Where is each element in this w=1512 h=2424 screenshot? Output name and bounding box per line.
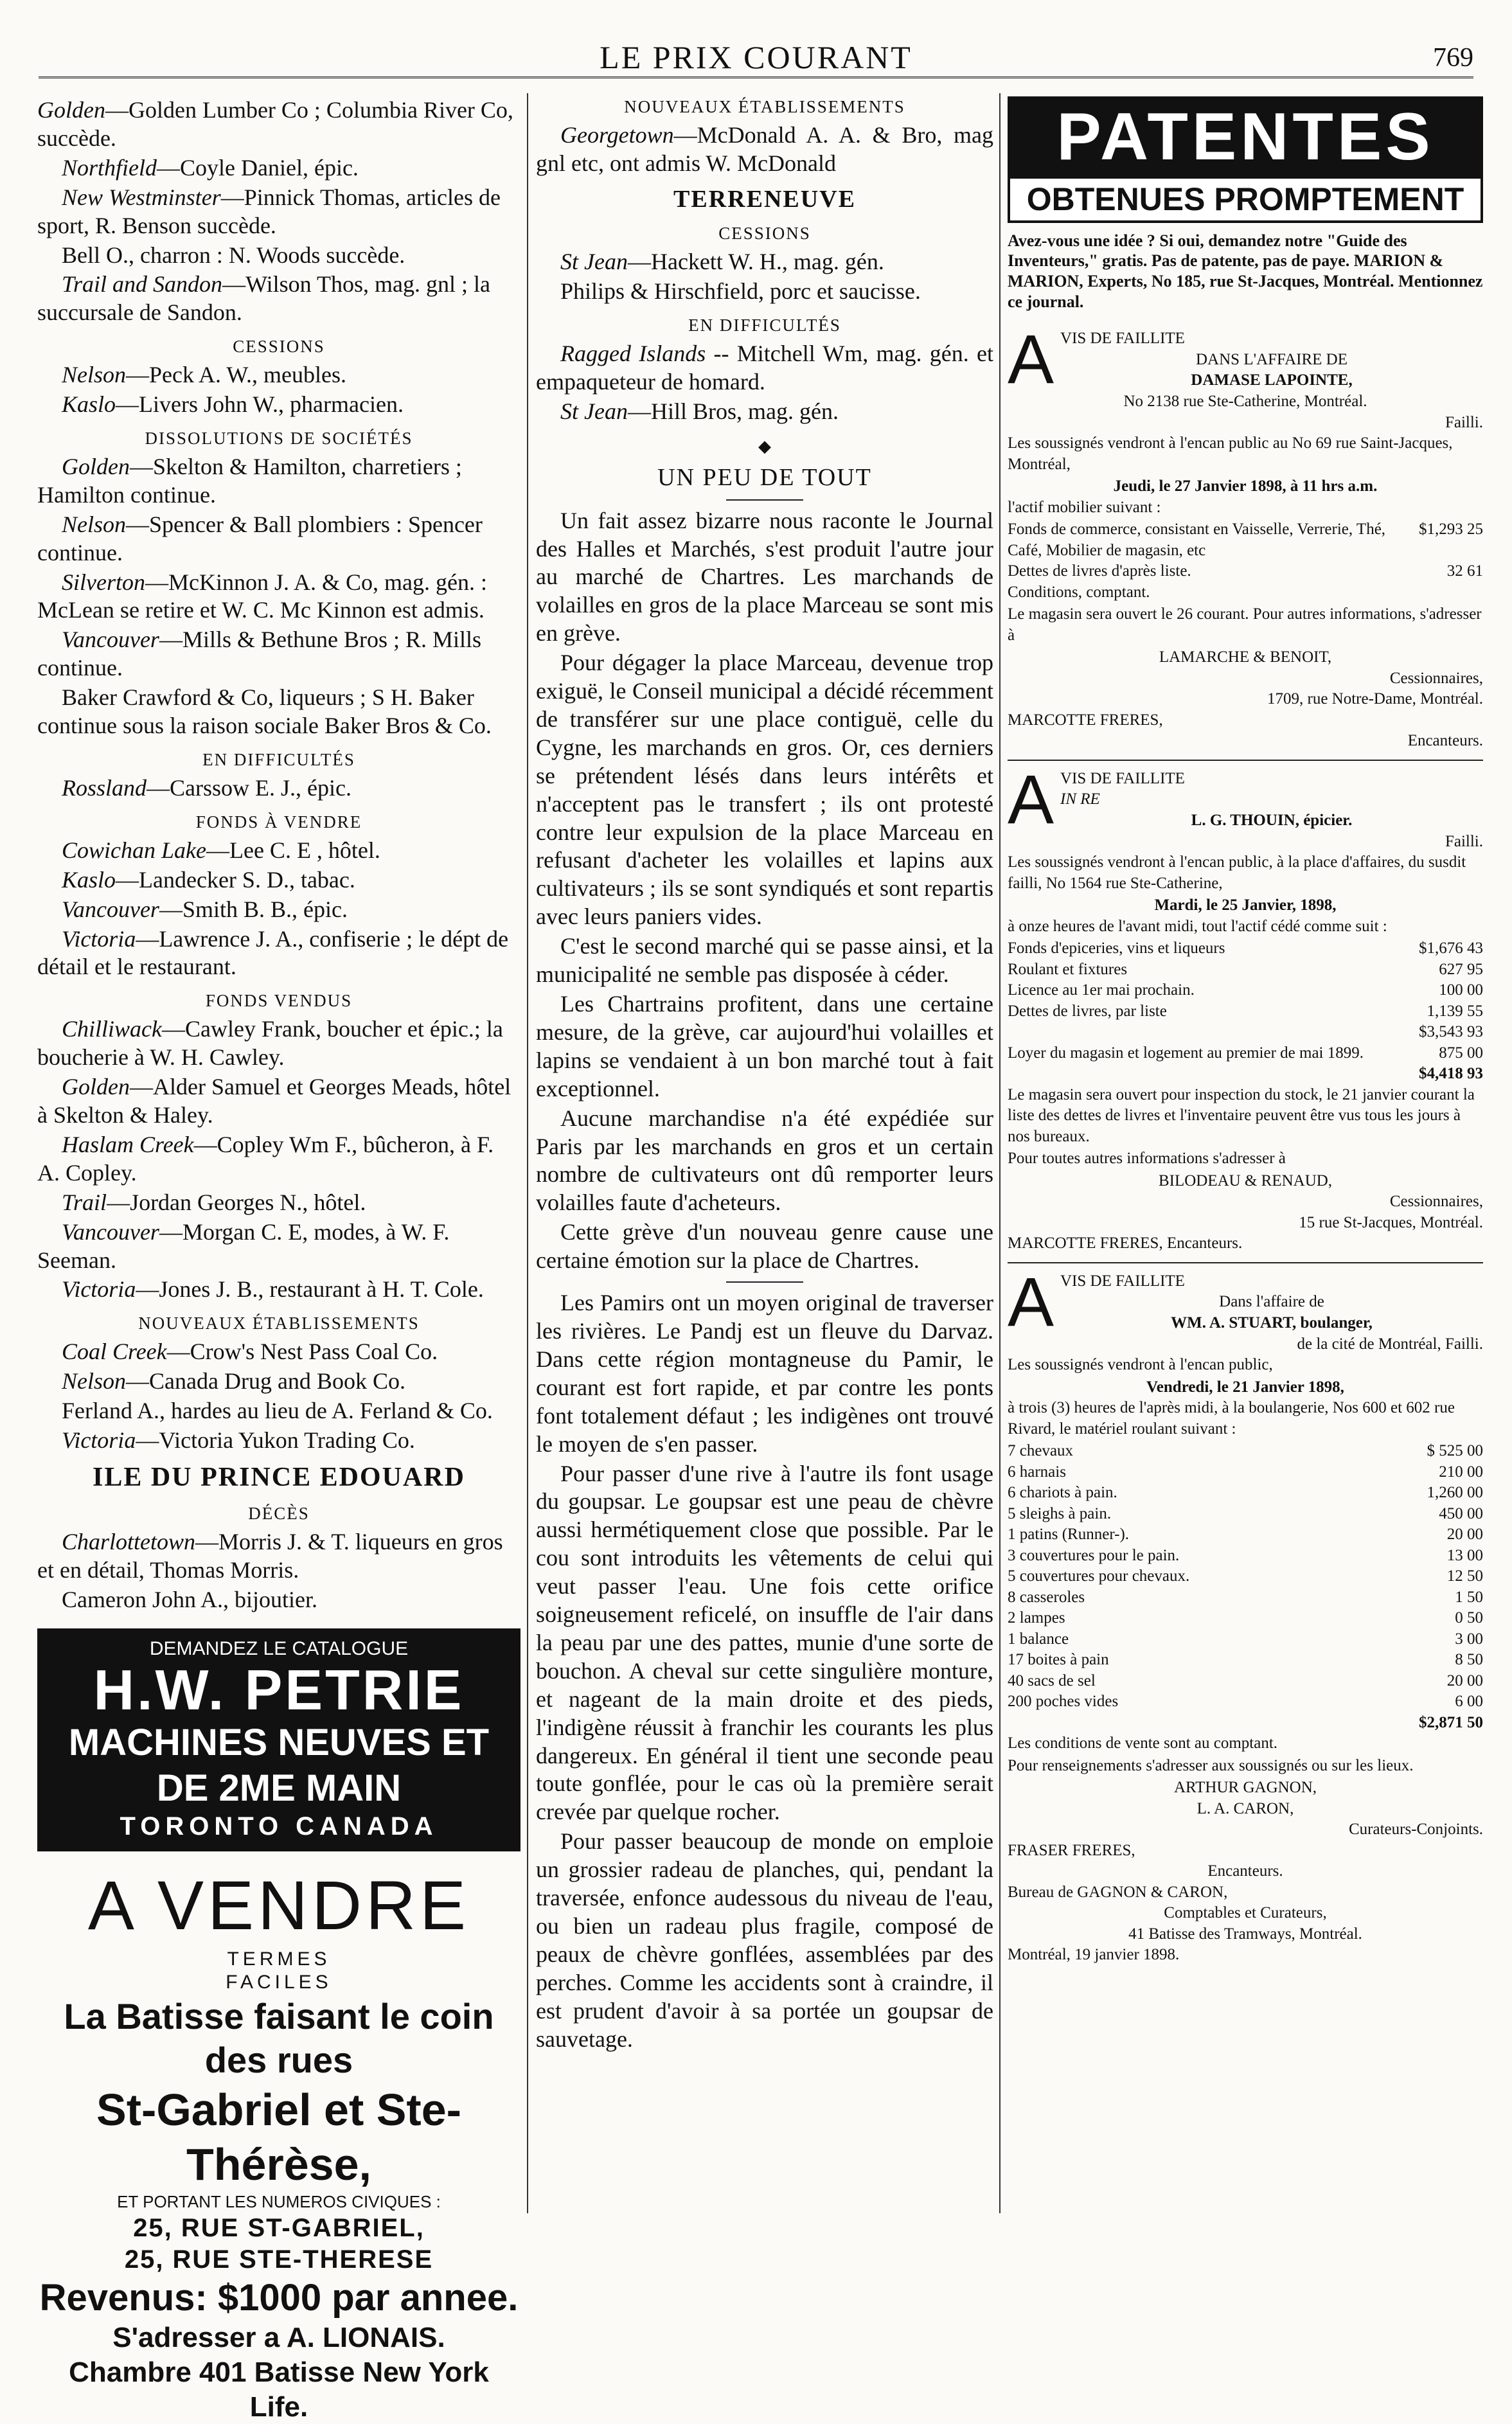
bankruptcy-notice: A VIS DE FAILLITE Dans l'affaire de WM. A. STUART, boulanger, de la cité de Montréal, Failli. Les soussignés vendront à l'encan public, Vendredi, le 21 Janvier 1898, à trois (3) heures de l'après midi, à la boulangerie, Nos 600 et 602 rue Rivard, le matériel roulant suivant : 7 chevaux $ 525 00 6 harnais 210 00 6 chariots à pain. 1,260 00 5 sleighs à pain. 450 00 1 patins (Runner-). 20 00 3 couvertures pour le pain. 13 00 5 couvertures pour chevaux. 12 50 8 casseroles 1 50 2 lampes 0 50 1 balance 3 00 17 boites à pain 8 50 40 sacs de sel 20 00 200 poches vides 6 00 $2,871 50 Les conditions de vente sont au comptant. Pour renseignements s'adresser aux soussignés ou sur les lieux. ARTHUR GAGNON, L. A. CARON, Curateurs-Conjoints. FRASER FRERES, Encanteurs. Bureau de GAGNON & CARON, Comptables et Curateurs, 41 Batisse des Tramways, Montréal. Montréal, 19 janvier 1898. xyxy=(1008,1262,1483,1964)
list-item: 3 couvertures pour le pain. 13 00 xyxy=(1008,1546,1483,1564)
column-1 xyxy=(37,96,520,2424)
entry: St Jean—Hill Bros, mag. gén. xyxy=(560,398,839,424)
article-heading: UN PEU DE TOUT xyxy=(657,464,872,492)
entry: Georgetown—McDonald A. A. & Bro, mag gnl etc, ont admis W. McDonald xyxy=(536,121,993,176)
entry: Cowichan Lake—Lee C. E , hôtel. xyxy=(62,837,380,863)
drop-cap: A xyxy=(1008,1262,1054,1341)
paragraph: Pour passer beaucoup de monde on emploie un grossier radeau de planches, qui, pendant la traversée, enfonce audessous du niveau de l'eau, ou bien un radeau plus fragile, composé de peaux de chèvre gonflées, assemblées par des perches. Comme les accidents sont à craindre, il est prudent d'avoir à sa portée un goupsar de sauvetage. xyxy=(536,1828,993,2052)
patentes-text: Avez-vous une idée ? Si oui, demandez notre "Guide des Inventeurs," gratis. Pas de patente, pas de paye. MARION & MARION, Experts, No 185, rue St-Jacques, Montréal. Mentionnez ce journal. xyxy=(1008,231,1483,311)
entry: Vancouver—Morgan C. E, modes, à W. F. Seeman. xyxy=(37,1218,450,1273)
entry: Kaslo—Livers John W., pharmacien. xyxy=(62,391,404,418)
list-item: 6 chariots à pain. 1,260 00 xyxy=(1008,1484,1483,1502)
entry: Nelson—Canada Drug and Book Co. xyxy=(62,1368,405,1395)
entry: Charlottetown—Morris J. & T. liqueurs en gros et en détail, Thomas Morris. xyxy=(37,1529,503,1583)
entry: Northfield—Coyle Daniel, épic. xyxy=(62,154,359,181)
entry: Philips & Hirschfield, porc et saucisse. xyxy=(560,278,921,304)
list-item: Licence au 1er mai prochain. 100 00 xyxy=(1008,981,1483,999)
entry: Victoria—Jones J. B., restaurant à H. T. Cole. xyxy=(62,1276,484,1303)
list-item: 6 harnais 210 00 xyxy=(1008,1463,1483,1481)
patentes-advertisement: PATENTES OBTENUES PROMPTEMENT xyxy=(1008,96,1483,223)
entry: Nelson—Peck A. W., meubles. xyxy=(62,362,346,388)
entry: Victoria—Lawrence J. A., confiserie ; le dépt de détail et le restaurant. xyxy=(37,925,509,980)
section-heading: CESSIONS xyxy=(718,224,811,244)
list-item: 17 boites à pain 8 50 xyxy=(1008,1651,1483,1669)
drop-cap: A xyxy=(1008,760,1054,838)
entry: Bell O., charron : N. Woods succède. xyxy=(62,242,405,268)
paragraph: Pour dégager la place Marceau, devenue trop exiguë, le Conseil municipal a décidé récemment de transférer sur une place contiguë, celle du Cygne, les marchands en gros. Or, ces derniers se prétendent lésés dans leurs intérêts et n'acceptent pas le transfert ; ils ont protesté contre leur expulsion de la place Marceau en refusant d'acheter les volailles et lapins aux cultivateurs ; ils se sont syndiqués et sont repartis avec leurs paniers vides. xyxy=(536,650,993,930)
list-item: Dettes de livres, par liste 1,139 55 xyxy=(1008,1002,1483,1020)
petrie-advertisement: DEMANDEZ LE CATALOGUE H.W. PETRIE MACHINES NEUVES ET DE 2ME MAIN TORONTO CANADA xyxy=(37,1628,520,1851)
entry: Trail and Sandon—Wilson Thos, mag. gnl ; la succursale de Sandon. xyxy=(37,271,490,326)
section-heading: CESSIONS xyxy=(233,337,325,357)
entry: Silverton—McKinnon J. A. & Co, mag. gén. : McLean se retire et W. C. Mc Kinnon est admis. xyxy=(37,569,487,623)
rule xyxy=(1008,760,1483,761)
section-heading: DISSOLUTIONS DE SOCIÉTÉS xyxy=(145,429,413,448)
entry: Kaslo—Landecker S. D., tabac. xyxy=(62,866,355,893)
page-number: 769 xyxy=(1433,43,1473,73)
paragraph: Aucune marchandise n'a été expédiée sur Paris par les marchands en gros et un certain nombre de cultivateurs ont dû remporter leurs volailles faute d'acheteurs. xyxy=(536,1105,993,1216)
list-item: 8 casseroles 1 50 xyxy=(1008,1588,1483,1606)
entry: Vancouver—Smith B. B., épic. xyxy=(62,896,348,922)
masthead xyxy=(39,33,1473,78)
list-item: 1 patins (Runner-). 20 00 xyxy=(1008,1526,1483,1544)
paragraph: Cette grève d'un nouveau genre cause une certaine émotion sur la place de Chartres. xyxy=(536,1219,993,1274)
rule xyxy=(726,499,803,501)
entry: Cameron John A., bijoutier. xyxy=(62,1586,317,1612)
entry: Ragged Islands -- Mitchell Wm, mag. gén. et empaqueteur de homard. xyxy=(536,340,993,395)
entry: Victoria—Victoria Yukon Trading Co. xyxy=(62,1427,415,1453)
paragraph: C'est le second marché qui se passe ainsi, et la municipalité ne semble pas disposée à céder. xyxy=(536,933,993,988)
entry: Golden—Alder Samuel et Georges Meads, hôtel à Skelton & Haley. xyxy=(37,1074,511,1128)
entry: Chilliwack—Cawley Frank, boucher et épic.; la boucherie à W. H. Cawley. xyxy=(37,1016,503,1071)
entry: Coal Creek—Crow's Nest Pass Coal Co. xyxy=(62,1339,438,1365)
list-item: Roulant et fixtures 627 95 xyxy=(1008,960,1483,978)
section-heading: NOUVEAUX ÉTABLISSEMENTS xyxy=(138,1314,420,1333)
list-item: 5 couvertures pour chevaux. 12 50 xyxy=(1008,1567,1483,1585)
list-item: Fonds d'epiceries, vins et liqueurs $1,676 43 xyxy=(1008,940,1483,958)
section-heading: FONDS À VENDRE xyxy=(195,812,362,832)
column-divider xyxy=(527,93,528,2213)
section-heading: DÉCÈS xyxy=(248,1504,310,1524)
rule xyxy=(1008,1262,1483,1263)
paragraph: Un fait assez bizarre nous raconte le Journal des Halles et Marchés, s'est produit l'autre jour au marché de Chartres. Les marchands de volailles en gros de la place Marceau se sont mis en grève. xyxy=(536,507,993,646)
entry: Nelson—Spencer & Ball plombiers : Spencer continue. xyxy=(37,511,483,566)
page-title: LE PRIX COURANT xyxy=(600,39,912,75)
section-heading: EN DIFFICULTÉS xyxy=(202,750,355,769)
list-item: 5 sleighs à pain. 450 00 xyxy=(1008,1504,1483,1522)
column-2 xyxy=(536,96,993,2055)
bankruptcy-notice: A VIS DE FAILLITE DANS L'AFFAIRE DE DAMASE LAPOINTE, No 2138 rue Ste-Catherine, Montréal. Failli. Les soussignés vendront à l'encan public au No 69 rue Saint-Jacques, Montréal, Jeudi, le 27 Janvier 1898, à 11 hrs a.m. l'actif mobilier suivant : Fonds de commerce, consistant en Vaisselle, Verrerie, Thé, Café, Mobilier de magasin, etc $1,293 25 Dettes de livres d'après liste. 32 61 Conditions, comptant. Le magasin sera ouvert le 26 courant. Pour autres informations, s'adresser à LAMARCHE & BENOIT, Cessionnaires, 1709, rue Notre-Dame, Montréal. MARCOTTE FRERES, Encanteurs. xyxy=(1008,320,1483,750)
section-heading: NOUVEAUX ÉTABLISSEMENTS xyxy=(624,97,905,116)
column-3 xyxy=(1008,96,1483,1966)
province-heading: ILE DU PRINCE EDOUARD xyxy=(93,1462,465,1492)
entry: Vancouver—Mills & Bethune Bros ; R. Mills continue. xyxy=(37,627,481,681)
entry: Baker Crawford & Co, liqueurs ; S H. Baker continue sous la raison sociale Baker Bros & Co. xyxy=(37,684,492,739)
entry: St Jean—Hackett W. H., mag. gén. xyxy=(560,249,884,275)
list-item: 40 sacs de sel 20 00 xyxy=(1008,1671,1483,1689)
entry: Rossland—Carssow E. J., épic. xyxy=(62,774,351,801)
entry: Ferland A., hardes au lieu de A. Ferland & Co. xyxy=(62,1398,493,1424)
section-heading: EN DIFFICULTÉS xyxy=(688,315,841,335)
province-heading: TERRENEUVE xyxy=(673,185,856,213)
list-item: Loyer du magasin et logement au premier de mai 1899. 875 00 xyxy=(1008,1044,1483,1062)
diamond-ornament: ◆ xyxy=(758,436,771,456)
drop-cap: A xyxy=(1008,320,1054,398)
section-heading: FONDS VENDUS xyxy=(205,991,353,1011)
list-item: 7 chevaux $ 525 00 xyxy=(1008,1442,1483,1460)
paragraph: Pour passer d'une rive à l'autre ils font usage du goupsar. Le goupsar est une peau de chèvre aussi hermétiquement close que possible. Par le cou sont introduits les vêtements de celui qui veut passer l'eau. Une fois cette orifice soigneusement reficelé, on insuffle de l'air dans la peau par une des pattes, munie d'une sorte de bouchon. A cheval sur cette singulière monture, et nageant de la main droite et des pieds, l'indigène réussit à franchir les courants les plus dangereux. En général il tient une seconde peau toute gonflée, pour le cas où la première serait crevée par quelque rocher. xyxy=(536,1460,993,1825)
entry: Golden—Golden Lumber Co ; Columbia River Co, succède. xyxy=(37,97,513,151)
entry: Haslam Creek—Copley Wm F., bûcheron, à F. A. Copley. xyxy=(37,1131,494,1186)
paragraph: Les Chartrains profitent, dans une certaine mesure, de la grève, car aujourd'hui volailles et lapins se vendaient à un bon marché tout à fait exceptionnel. xyxy=(536,991,993,1101)
paragraph: Les Pamirs ont un moyen original de traverser les rivières. Le Pandj est un fleuve du Darvaz. Dans cette région montagneuse du Pamir, le courant est fort rapide, et par contre les ponts font totalement défaut ; les indigènes ont trouvé le moyen de s'en passer. xyxy=(536,1290,993,1457)
for-sale-advertisement: A VENDRE TERMES FACILES La Batisse faisant le coin des rues St-Gabriel et Ste-Thérèse, ET PORTANT LES NUMEROS CIVIQUES : 25, RUE ST-GABRIEL, 25, RUE STE-THERESE Revenus: $1000 par annee. S'adresser a A. LIONAIS. Chambre 401 Batisse New York Life. xyxy=(39,1866,519,2423)
rule xyxy=(726,1281,803,1283)
bankruptcy-notice: A VIS DE FAILLITE IN RE L. G. THOUIN, épicier. Failli. Les soussignés vendront à l'encan public, à la place d'affaires, du susdit failli, No 1564 rue Ste-Catherine, Mardi, le 25 Janvier, 1898, à onze heures de l'avant midi, tout l'actif cédé comme suit : Fonds d'epiceries, vins et liqueurs $1,676 43 Roulant et fixtures 627 95 Licence au 1er mai prochain. 100 00 Dettes de livres, par liste 1,139 55 $3,543 93 Loyer du magasin et logement au premier de mai 1899. 875 00 $4,418 93 Le magasin sera ouvert pour inspection du stock, le 21 janvier courant la liste des dettes de livres et l'inventaire peuvent être vus tous les jours à nos bureaux. Pour toutes autres informations s'adresser à BILODEAU & RENAUD, Cessionnaires, 15 rue St-Jacques, Montréal. MARCOTTE FRERES, Encanteurs. xyxy=(1008,760,1483,1252)
list-item: 2 lampes 0 50 xyxy=(1008,1609,1483,1627)
list-item: 1 balance 3 00 xyxy=(1008,1630,1483,1648)
column-divider xyxy=(999,93,1001,2213)
list-item: 200 poches vides 6 00 xyxy=(1008,1693,1483,1711)
entry: Golden—Skelton & Hamilton, charretiers ; Hamilton continue. xyxy=(37,453,462,508)
entry: Trail—Jordan Georges N., hôtel. xyxy=(62,1189,366,1215)
entry: New Westminster—Pinnick Thomas, articles de sport, R. Benson succède. xyxy=(37,184,501,238)
